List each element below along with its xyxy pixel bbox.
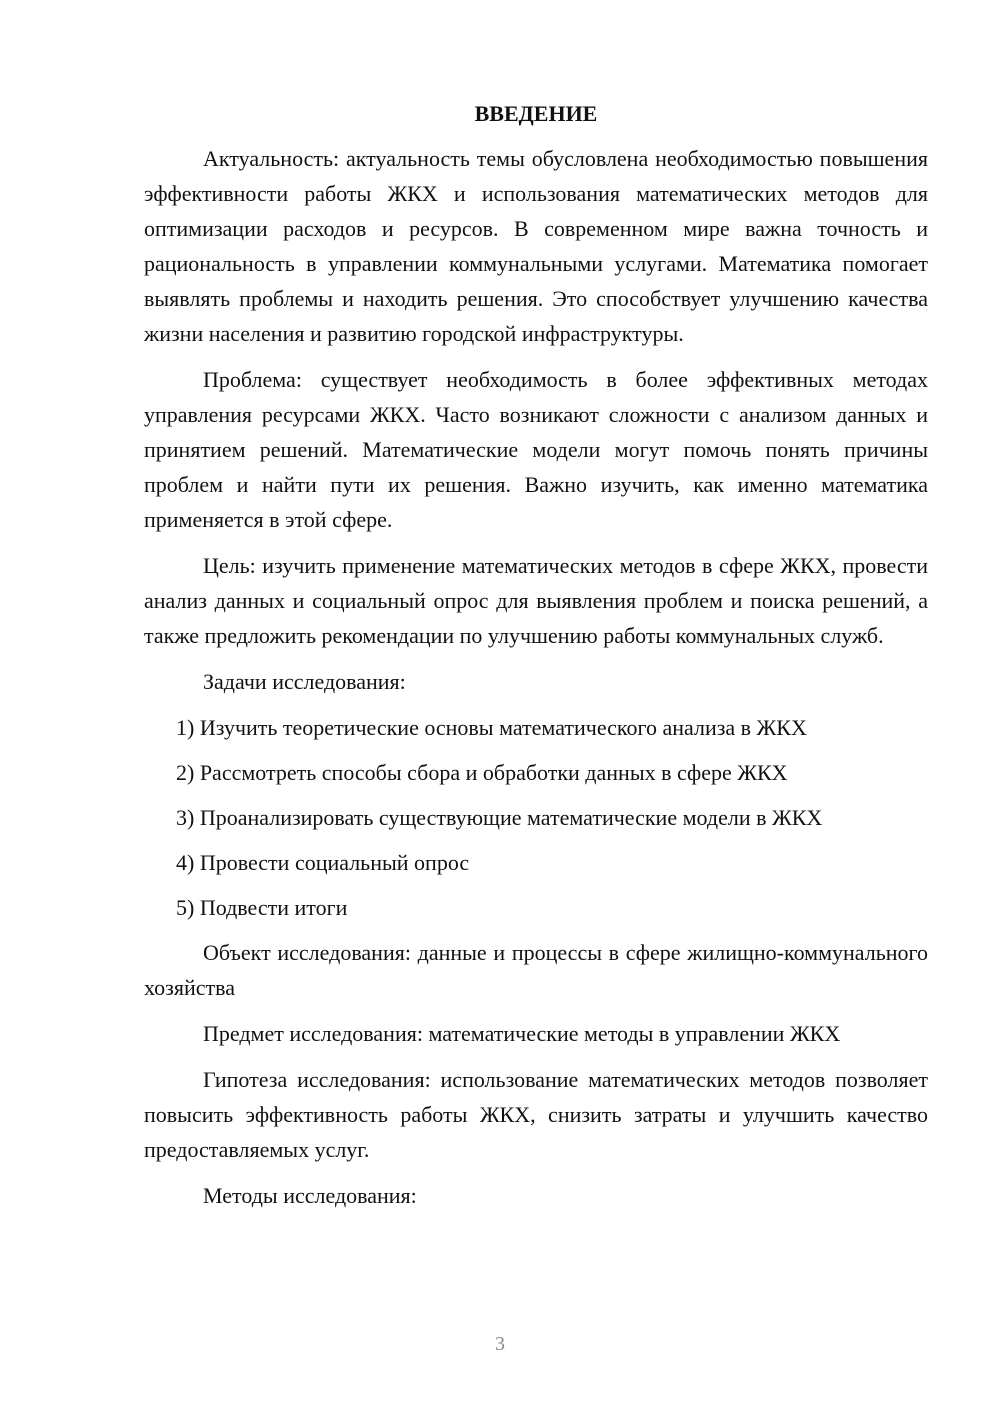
paragraph-problem: Проблема: существует необходимость в более эффективных методах управления ресурсами ЖКХ. Часто возникают сложности с анализом данных и принятием решений. Математические модели могут помочь понять причины проблем и найти пути их решения. Важно изучить, как именно математика применяется в этой сфере. — [144, 367, 928, 532]
list-item: 3) Проанализировать существующие математические модели в ЖКХ — [176, 805, 823, 830]
paragraph-object: Объект исследования: данные и процессы в сфере жилищно-коммунального хозяйства — [144, 940, 928, 1000]
document-page — [144, 96, 928, 1224]
paragraph-relevance: Актуальность: актуальность темы обусловлена необходимостью повышения эффективности работы ЖКХ и использования математических методов для оптимизации расходов и ресурсов. В современном мире важна точность и рациональность в управлении коммунальными услугами. Математика помогает выявлять проблемы и находить решения. Это способствует улучшению качества жизни населения и развитию городской инфраструктуры. — [144, 146, 928, 346]
page-number: 3 — [495, 1333, 505, 1355]
methods-heading: Методы исследования: — [203, 1183, 417, 1208]
list-item: 4) Провести социальный опрос — [176, 850, 470, 875]
tasks-list — [144, 710, 928, 925]
paragraph-subject: Предмет исследования: математические методы в управлении ЖКХ — [203, 1021, 841, 1046]
paragraph-hypothesis: Гипотеза исследования: использование математических методов позволяет повысить эффективность работы ЖКХ, снизить затраты и улучшить качество предоставляемых услуг. — [144, 1067, 928, 1162]
list-item: 2) Рассмотреть способы сбора и обработки данных в сфере ЖКХ — [176, 760, 788, 785]
list-item: 5) Подвести итоги — [176, 895, 348, 920]
paragraph-goal: Цель: изучить применение математических методов в сфере ЖКХ, провести анализ данных и социальный опрос для выявления проблем и поиска решений, а также предложить рекомендации по улучшению работы коммунальных служб. — [144, 553, 928, 648]
section-title: ВВЕДЕНИЕ — [474, 101, 598, 126]
tasks-heading: Задачи исследования: — [203, 669, 406, 694]
list-item: 1) Изучить теоретические основы математического анализа в ЖКХ — [176, 715, 807, 740]
